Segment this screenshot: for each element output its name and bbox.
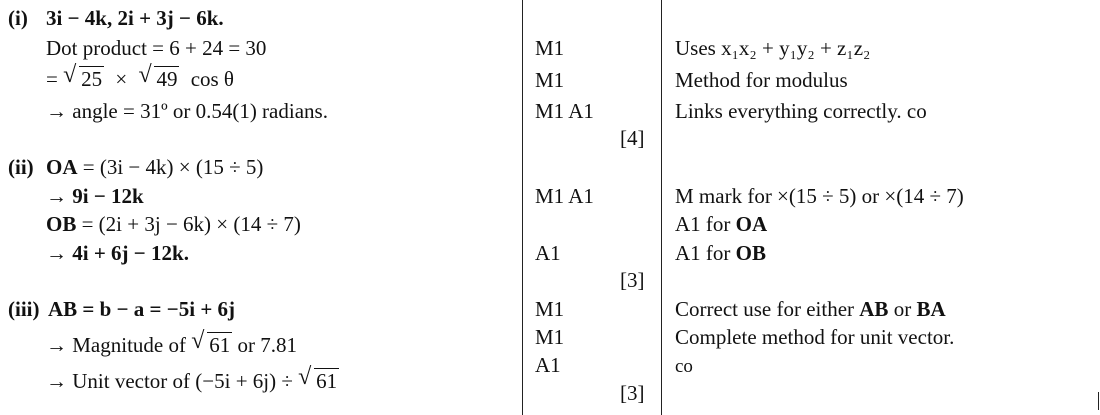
sqrt-25: √ 25 <box>65 67 104 90</box>
part-ii-ob-result: → 4i + 6j − 12k. <box>46 241 189 265</box>
part-iii-label: (iii) <box>8 297 40 321</box>
part-iii-comment-2: Complete method for unit vector. <box>675 325 955 349</box>
part-ii-label: (ii) <box>8 155 34 179</box>
sqrt-61: √ 61 <box>193 333 232 356</box>
part-iii-comment-3: co <box>675 356 693 377</box>
part-i-comment-3: Links everything correctly. co <box>675 99 927 123</box>
part-i-label: (i) <box>8 6 28 30</box>
sqrt-49: √ 49 <box>140 67 179 90</box>
part-ii-ob: OB = (2i + 3j − 6k) × (14 ÷ 7) <box>46 212 301 236</box>
part-ii-mark-2: A1 <box>535 241 561 265</box>
part-ii-comment-3: A1 for OB <box>675 241 766 265</box>
part-iii-mark-1: M1 <box>535 297 565 321</box>
edge-mark <box>1098 392 1099 410</box>
part-i-mark-3: M1 A1 <box>535 99 594 123</box>
part-ii-total: [3] <box>620 268 645 292</box>
sqrt-61-unit: √ 61 <box>300 369 339 392</box>
part-iii-unit-vector: → Unit vector of (−5i + 6j) ÷ √ 61 <box>46 369 339 392</box>
part-iii-magnitude: → Magnitude of √ 61 or 7.81 <box>46 333 297 356</box>
part-ii-oa-result: → 9i − 12k <box>46 184 144 208</box>
part-iii-mark-2: M1 <box>535 325 565 349</box>
part-iii-comment-1: Correct use for either AB or BA <box>675 297 946 321</box>
part-i-mark-2: M1 <box>535 68 565 92</box>
column-divider-right <box>661 0 662 415</box>
part-ii-mark-1: M1 A1 <box>535 184 594 208</box>
part-i-total: [4] <box>620 126 645 150</box>
part-ii-oa: OA = (3i − 4k) × (15 ÷ 5) <box>46 155 264 179</box>
part-i-comment-1: Uses x₁x₂ + y₁y₂ + z₁z₂ <box>675 36 871 60</box>
part-ii-comment-2: A1 for OA <box>675 212 768 236</box>
part-i-modulus-line: = √ 25 × √ 49 cos θ <box>46 67 234 90</box>
part-i-dot-product: Dot product = 6 + 24 = 30 <box>46 36 267 60</box>
part-i-vectors: 3i − 4k, 2i + 3j − 6k. <box>46 6 224 30</box>
part-i-mark-1: M1 <box>535 36 565 60</box>
column-divider-left <box>522 0 523 415</box>
part-iii-mark-3: A1 <box>535 353 561 377</box>
part-ii-comment-1: M mark for ×(15 ÷ 5) or ×(14 ÷ 7) <box>675 184 964 208</box>
part-iii-ab: AB = b − a = −5i + 6j <box>48 297 236 321</box>
part-iii-total: [3] <box>620 381 645 405</box>
part-i-angle: → angle = 31º or 0.54(1) radians. <box>46 99 328 123</box>
part-i-comment-2: Method for modulus <box>675 68 848 92</box>
